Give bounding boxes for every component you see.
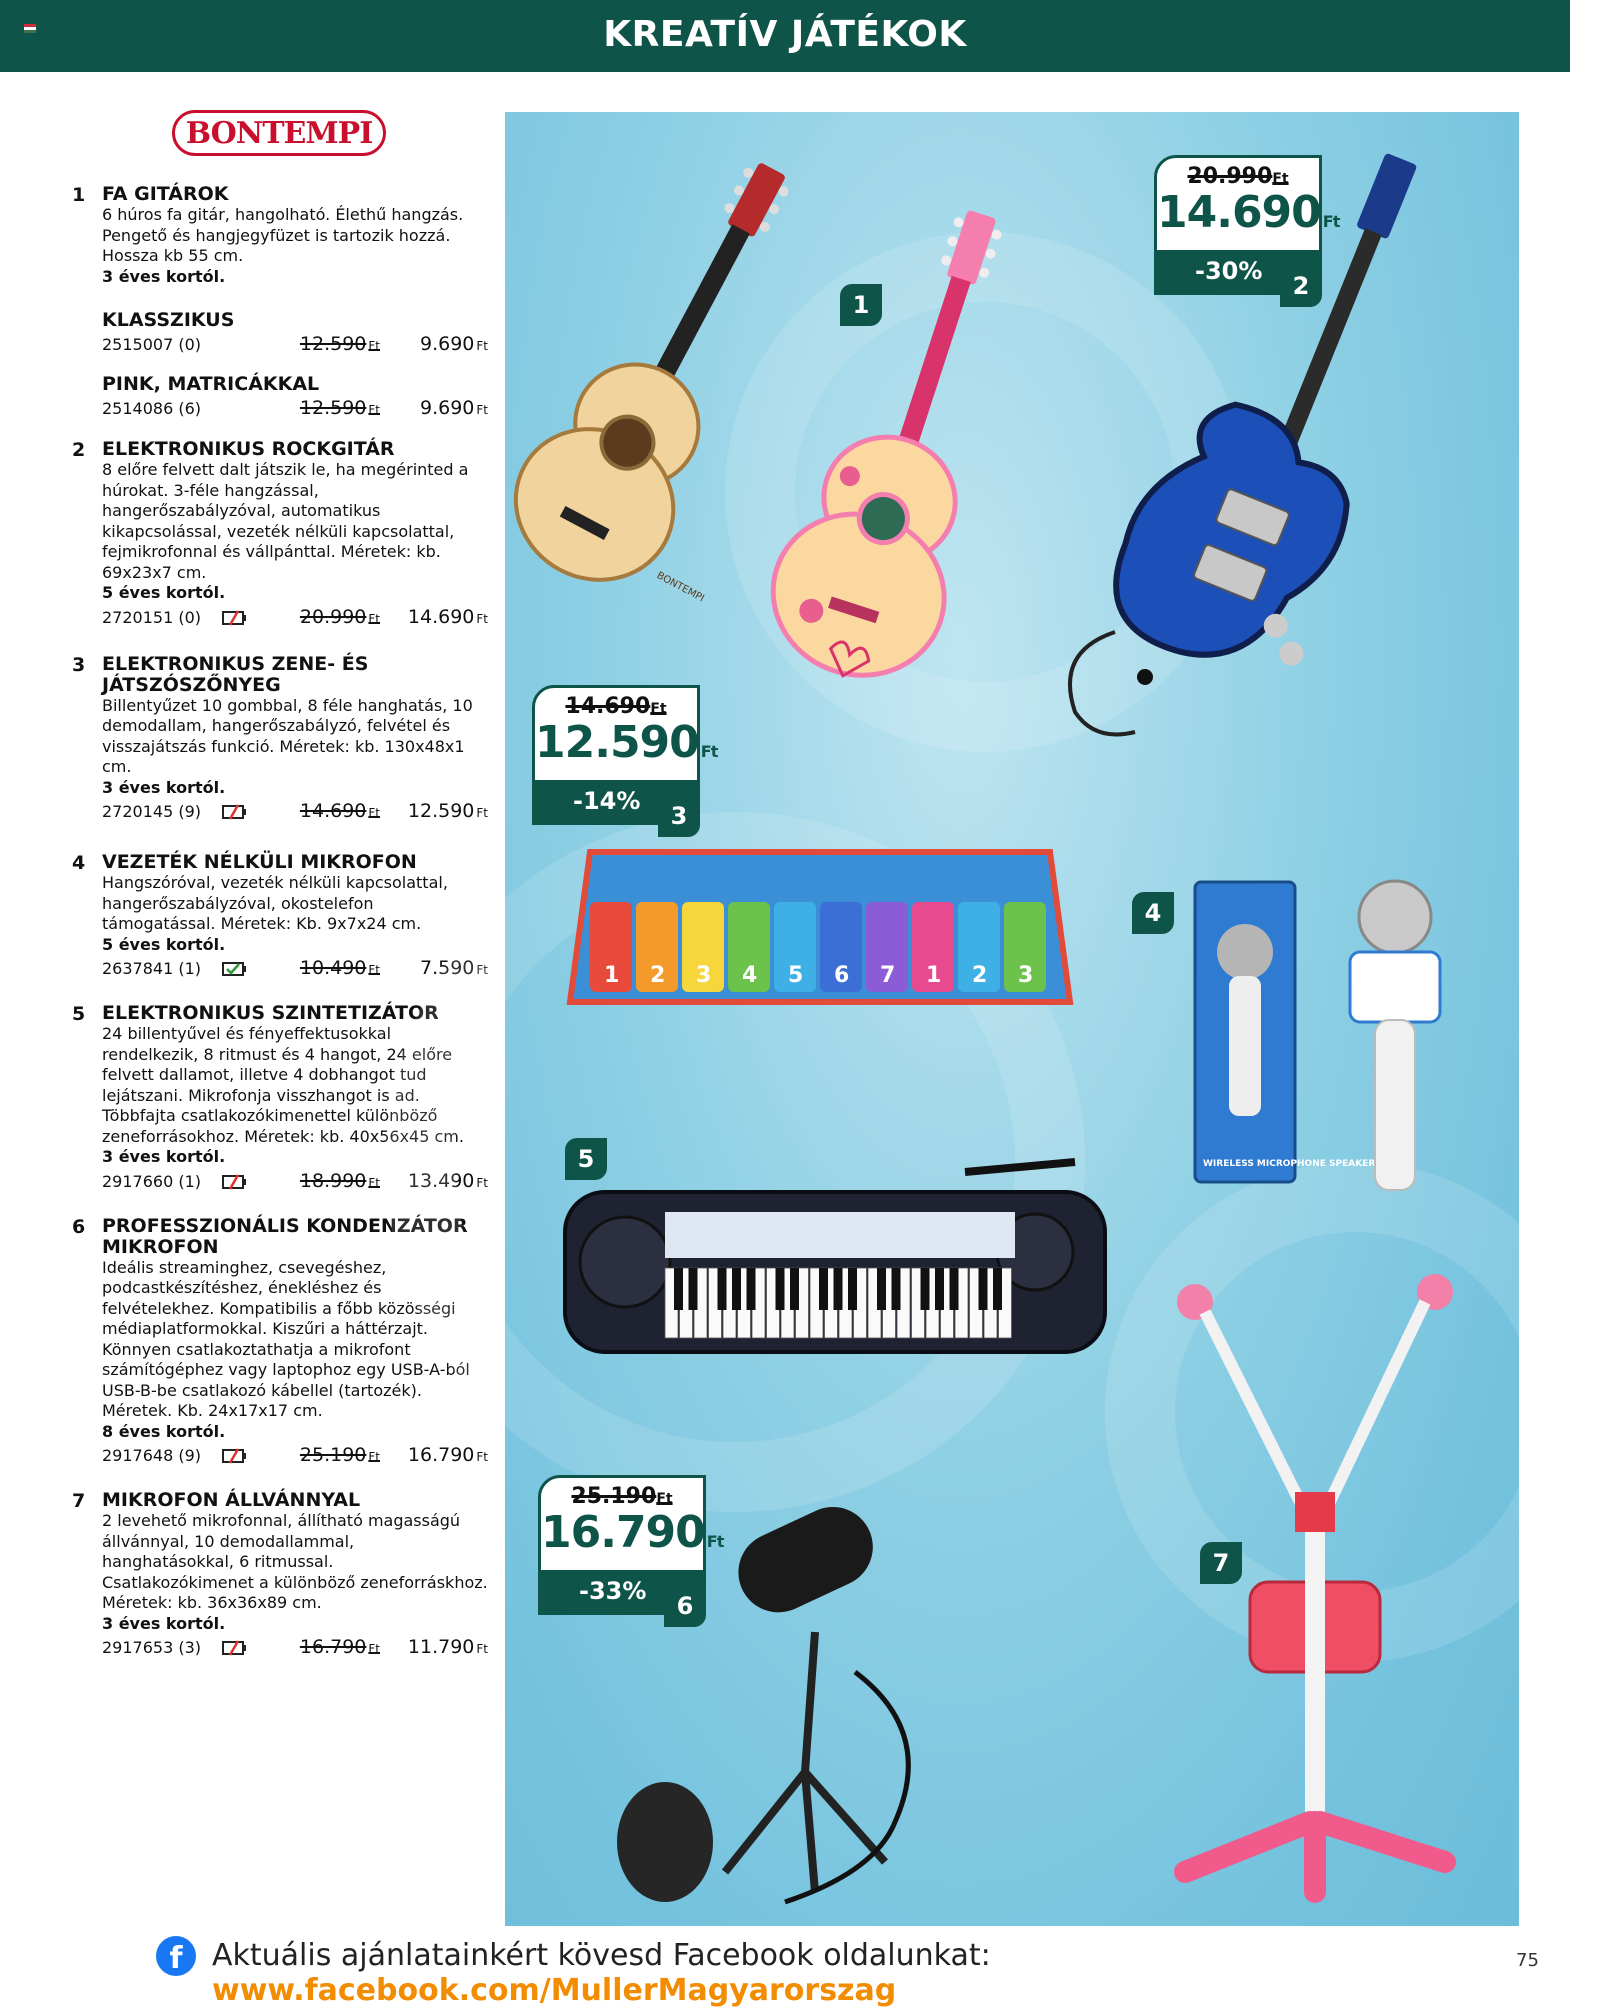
old-price: 14.690 Ft — [299, 800, 380, 822]
battery-included-icon — [222, 959, 248, 979]
tag-new-price: 12.590 Ft — [535, 717, 718, 768]
keyboard-black-key — [732, 1268, 741, 1310]
price-row — [102, 331, 488, 357]
tag-new-price: 16.790 Ft — [541, 1507, 724, 1558]
price-row — [102, 604, 488, 630]
mat-key-label: 1 — [926, 963, 942, 988]
price-row — [102, 1634, 488, 1660]
variant-title: PINK, MATRICÁKKAL — [102, 373, 320, 395]
variant-pink — [102, 373, 488, 395]
electronic-keyboard-image — [555, 1132, 1115, 1372]
item-description: Ideális streaminghez, csevegéshez, podcastkészítéshez, énekléshez és felvételekhez. Kompatibilis a főbb közösségi médiaplatformokkal. Kiszűri a háttérzajt. Könnyen csatlakoztathatja a mikrofont számítógéphez vagy laptophoz egy USB-A-ból USB-B-be csatlakozó kábellel (tartozék). Méretek. Kb. 24x17x17 cm. — [102, 1257, 470, 1420]
microphone-stand-image — [1145, 1252, 1485, 1912]
facebook-icon[interactable]: f — [156, 1936, 196, 1976]
keyboard-black-key — [921, 1268, 930, 1310]
tag-discount: -30% — [1157, 250, 1319, 292]
price-row — [102, 955, 488, 981]
keyboard-black-key — [819, 1268, 828, 1310]
old-price: 12.590 Ft — [299, 397, 380, 419]
new-price: 9.690 Ft — [419, 397, 488, 419]
product-badge-2: 2 — [1280, 265, 1322, 307]
product-badge-4: 4 — [1132, 892, 1174, 934]
item-description: 8 előre felvett dalt játszik le, ha megérinted a húrokat. 3-féle hangzással, hangerőszabályzóval, automatikus kikapcsolással, vezeték nélküli kapcsolattal, fejmikrofonnal és vállpánttal. Méretek: kb. 69x23x7 cm. — [102, 460, 469, 582]
wireless-microphone-image — [1185, 872, 1465, 1212]
product-badge-5: 5 — [565, 1138, 607, 1180]
keyboard-black-key — [790, 1268, 799, 1310]
product-code: 2720151 (0) — [102, 607, 202, 627]
product-badge-1: 1 — [840, 284, 882, 326]
new-price: 11.790 Ft — [407, 1636, 488, 1658]
eco-battery-icon — [222, 1446, 248, 1466]
product-item-3 — [68, 654, 488, 825]
eco-battery-icon — [222, 802, 248, 822]
mat-key-label: 4 — [742, 963, 758, 988]
product-code: 2917653 (3) — [102, 1638, 202, 1657]
item-number: 3 — [72, 653, 86, 676]
item-title: PROFESSZIONÁLIS KONDENZÁTOR MIKROFON — [102, 1214, 468, 1258]
page-number: 75 — [1516, 1950, 1539, 1971]
product-item-7 — [68, 1490, 488, 1660]
product-item-4 — [68, 852, 488, 981]
new-price: 14.690 Ft — [407, 605, 488, 628]
item-number: 2 — [72, 439, 86, 461]
product-badge-3: 3 — [658, 795, 700, 837]
item-description: 2 levehető mikrofonnal, állítható magasságú állvánnyal, 10 demodallammal, hanghatásokkal, 6 ritmussal. Csatlakozókimenet a különböző zeneforráskhoz. Méretek: kb. 36x36x89 cm. — [102, 1511, 488, 1612]
keyboard-black-key — [834, 1268, 843, 1310]
new-price: 7.590 Ft — [419, 957, 488, 979]
product-badge-7: 7 — [1200, 1542, 1242, 1584]
item-title: ELEKTRONIKUS ZENE- ÉS JÁTSZÓSZŐNYEG — [102, 652, 369, 696]
variant-title: KLASSZIKUS — [102, 309, 235, 331]
item-number: 7 — [72, 1490, 86, 1512]
mat-key-label: 3 — [1018, 963, 1034, 988]
new-price: 16.790 Ft — [407, 1444, 488, 1466]
footer-text: Aktuális ajánlatainkért kövesd Facebook oldalunkat: www.facebook.com/MullerMagyarorszag — [212, 1938, 991, 2008]
mic-box-label: WIRELESS MICROPHONE SPEAKER — [1203, 1159, 1376, 1169]
page-header — [0, 0, 1570, 72]
item-age: 3 éves kortól. — [102, 777, 226, 797]
mat-key-label: 6 — [834, 963, 850, 988]
eco-battery-icon — [222, 608, 248, 628]
product-item-1 — [68, 184, 488, 421]
keyboard-black-key — [892, 1268, 901, 1310]
price-row — [102, 798, 488, 824]
item-title: ELEKTRONIKUS ROCKGITÁR — [102, 438, 395, 460]
product-code: 2917648 (9) — [102, 1446, 202, 1465]
mat-key-label: 2 — [972, 963, 988, 988]
item-description: Billentyűzet 10 gombbal, 8 féle hanghatás, 10 demodallam, hangerőszabályzó, felvétel és visszajátszás funkció. Méretek: kb. 130x48x1 cm. — [102, 695, 473, 776]
item-age: 8 éves kortól. — [102, 1421, 226, 1441]
tag-old-price: 14.690Ft — [565, 694, 667, 719]
brand-name: BONTEMPI — [185, 115, 373, 151]
product-item-2 — [68, 439, 488, 630]
item-age: 5 éves kortól. — [102, 934, 226, 954]
product-code: 2637841 (1) — [102, 959, 202, 978]
mat-key-label: 7 — [880, 963, 896, 988]
tag-discount: -33% — [541, 1570, 703, 1612]
price-row — [102, 1442, 488, 1468]
item-number: 4 — [72, 852, 86, 874]
old-price: 20.990 Ft — [299, 605, 380, 628]
keyboard-black-key — [689, 1268, 698, 1310]
mat-key-label: 1 — [604, 963, 620, 988]
keyboard-black-key — [935, 1268, 944, 1310]
eco-battery-icon — [222, 1638, 248, 1658]
keyboard-black-key — [979, 1268, 988, 1310]
old-price: 10.490 Ft — [299, 957, 380, 979]
mat-key-label: 3 — [696, 963, 712, 988]
keyboard-black-key — [674, 1268, 683, 1310]
tag-discount: -14% — [535, 780, 697, 822]
mat-key-label: 5 — [788, 963, 804, 988]
classic-wood-guitar-image — [545, 132, 785, 612]
product-code: 2515007 (0) — [102, 335, 202, 354]
brand-logo — [172, 110, 386, 156]
product-code: 2720145 (9) — [102, 802, 202, 821]
keyboard-black-key — [848, 1268, 857, 1310]
page-footer — [0, 1930, 1570, 2008]
item-title: ELEKTRONIKUS SZINTETIZÁTOR — [102, 1002, 439, 1024]
item-title: FA GITÁROK — [102, 183, 229, 205]
product-list — [68, 184, 488, 1660]
pink-guitar-image — [775, 192, 1035, 712]
product-image-panel — [505, 112, 1519, 1926]
new-price: 13.490 Ft — [407, 1169, 488, 1192]
facebook-link[interactable]: www.facebook.com/MullerMagyarorszag — [212, 1973, 897, 2008]
product-badge-6: 6 — [664, 1585, 706, 1627]
item-number: 5 — [72, 1003, 86, 1025]
keyboard-black-key — [950, 1268, 959, 1310]
new-price: 9.690 Ft — [419, 333, 488, 355]
item-age: 3 éves kortól. — [102, 266, 226, 286]
item-number: 1 — [72, 184, 86, 206]
mat-key-label: 2 — [650, 963, 666, 988]
item-number: 6 — [72, 1215, 86, 1238]
eco-battery-icon — [222, 1172, 248, 1192]
old-price: 12.590 Ft — [299, 333, 380, 355]
old-price: 16.790 Ft — [299, 1636, 380, 1658]
guitar-brand-label: BONTEMPI — [654, 570, 706, 605]
tag-new-price: 14.690 Ft — [1157, 187, 1340, 238]
item-title: VEZETÉK NÉLKÜLI MIKROFON — [102, 851, 417, 873]
old-price: 18.990 Ft — [299, 1169, 380, 1192]
keyboard-black-key — [877, 1268, 886, 1310]
new-price: 12.590 Ft — [407, 800, 488, 822]
keyboard-black-key — [747, 1268, 756, 1310]
item-age: 5 éves kortól. — [102, 583, 226, 602]
product-code: 2514086 (6) — [102, 399, 202, 418]
keyboard-black-key — [718, 1268, 727, 1310]
price-row — [102, 395, 488, 421]
item-title: MIKROFON ÁLLVÁNNYAL — [102, 1489, 361, 1511]
item-description: Hangszóróval, vezeték nélküli kapcsolattal, hangerőszabályzóval, okostelefon támogatással. Méretek: Kb. 9x7x24 cm. — [102, 873, 448, 933]
music-play-mat-image — [560, 822, 1080, 1022]
item-description: 24 billentyűvel és fényeffektusokkal rendelkezik, 8 ritmust és 4 hangot, 24 előre felvett dallamot, illetve 4 dobhangot tud lejátszani. Mikrofonja visszhangot is ad. Többfajta csatlakozókimenettel különböző zeneforrásokhoz. Méretek: kb. 40x56x45 cm. — [102, 1024, 464, 1146]
tag-old-price: 20.990Ft — [1187, 164, 1289, 189]
keyboard-black-key — [776, 1268, 785, 1310]
product-code: 2917660 (1) — [102, 1171, 202, 1191]
old-price: 25.190 Ft — [299, 1444, 380, 1466]
keyboard-black-key — [993, 1268, 1002, 1310]
item-age: 3 éves kortól. — [102, 1147, 226, 1166]
item-description: 6 húros fa gitár, hangolható. Élethű hangzás. Pengető és hangjegyfüzet is tartozik hozzá. Hossza kb 55 cm. — [102, 205, 464, 265]
variant-classic — [102, 309, 488, 331]
tag-old-price: 25.190Ft — [571, 1484, 673, 1509]
item-age: 3 éves kortól. — [102, 1613, 226, 1633]
page-title: KREATÍV JÁTÉKOK — [603, 14, 967, 55]
